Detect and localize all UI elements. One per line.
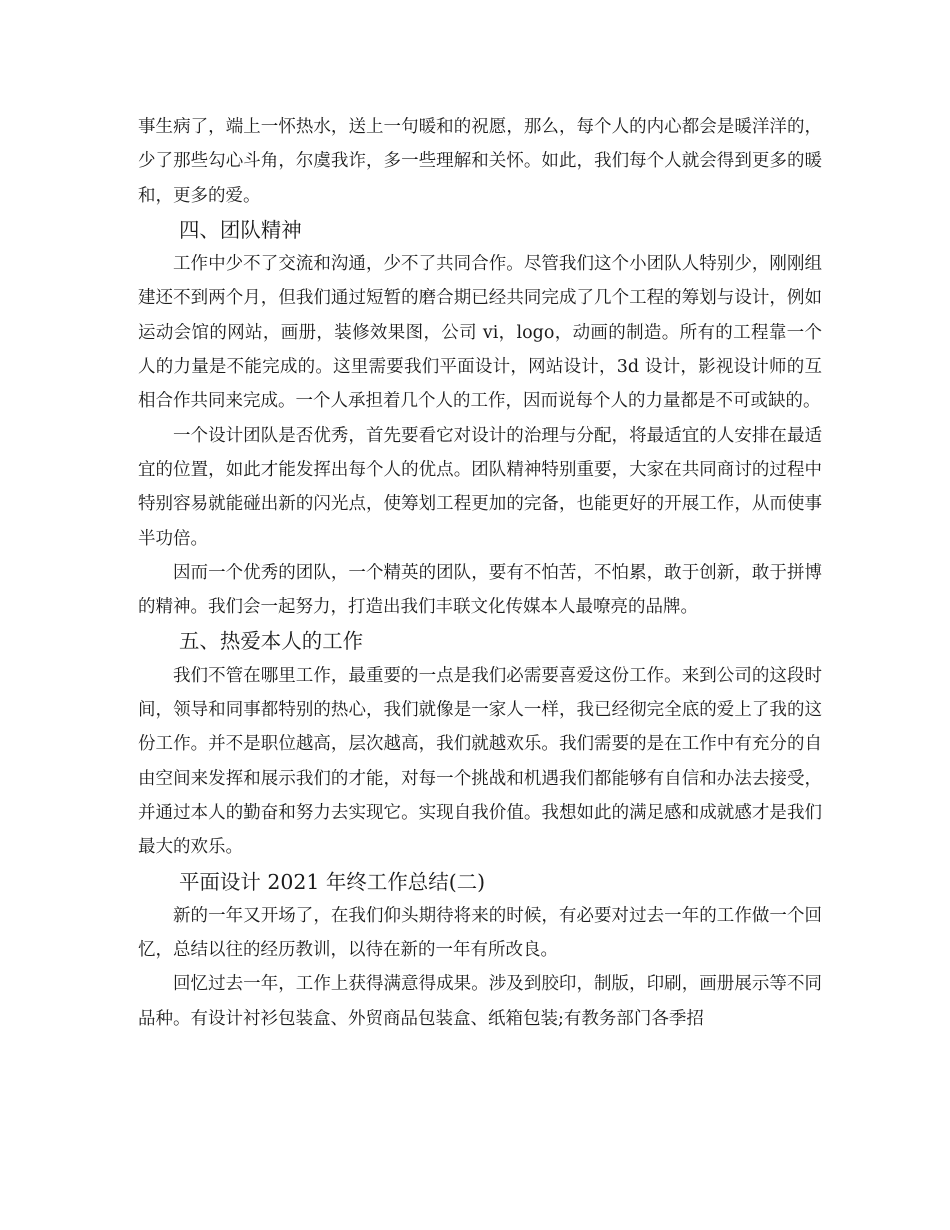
- paragraph-love-work: 我们不管在哪里工作，最重要的一点是我们必需要喜爱这份工作。来到公司的这段时间，领导和同事都特别的热心，我们就像是一家人一样，我已经彻完全底的爱上了我的这份工作。并不是职位越高，层次越高，我们就越欢乐。我们需要的是在工作中有充分的自由空间来发挥和展示我们的才能，对每一个挑战和机遇我们都能够有自信和办法去接受，并通过本人的勤奋和努力去实现它。实现自我价值。我想如此的满足感和成就感才是我们最大的欢乐。: [138, 665, 822, 858]
- document-body: [138, 110, 822, 1036]
- section-heading-love-work: 五、热爱本人的工作: [178, 629, 364, 654]
- paragraph-team-management: 一个设计团队是否优秀，首先要看它对设计的治理与分配，将最适宜的人安排在最适宜的位置，如此才能发挥出每个人的优点。团队精神特别重要，大家在共同商讨的过程中特别容易就能碰出新的闪光点，使筹划工程更加的完备，也能更好的开展工作，从而使事半功倍。: [138, 425, 822, 549]
- paragraph-review: 回忆过去一年，工作上获得满意得成果。涉及到胶印，制版，印刷，画册展示等不同品种。有设计衬衫包装盒、外贸商品包装盒、纸箱包装;有教务部门各季招: [138, 974, 822, 1029]
- paragraph-new-year: 新的一年又开场了，在我们仰头期待将来的时候，有必要对过去一年的工作做一个回忆，总结以往的经历教训，以待在新的一年有所改良。: [138, 905, 822, 961]
- section-heading-team-spirit: 四、团队精神: [178, 217, 302, 242]
- paragraph-continuation: 事生病了，端上一怀热水，送上一句暖和的祝愿，那么，每个人的内心都会是暖洋洋的，少了那些勾心斗角，尔虞我诈，多一些理解和关怀。如此，我们每个人就会得到更多的暖和，更多的爱。: [138, 117, 822, 206]
- paragraph-team-excellence: 因而一个优秀的团队，一个精英的团队，要有不怕苦，不怕累，敢于创新，敢于拼博的精神。我们会一起努力，打造出我们丰联文化传媒本人最嘹亮的品牌。: [138, 562, 822, 618]
- document-subtitle-part-two: 平面设计 2021 年终工作总结(二): [178, 869, 486, 894]
- paragraph-team-cooperation: 工作中少不了交流和沟通，少不了共同合作。尽管我们这个小团队人特别少，刚刚组建还不到两个月，但我们通过短暂的磨合期已经共同完成了几个工程的筹划与设计，例如运动会馆的网站，画册，装修效果图，公司 vi，logo，动画的制造。所有的工程靠一个人的力量是不能完成的。这里需要我们平面设计，网站设计，3d 设计，影视设计师的互相合作共同来完成。一个人承担着几个人的工作，因而说每个人的力量都是不可或缺的。: [138, 254, 822, 412]
